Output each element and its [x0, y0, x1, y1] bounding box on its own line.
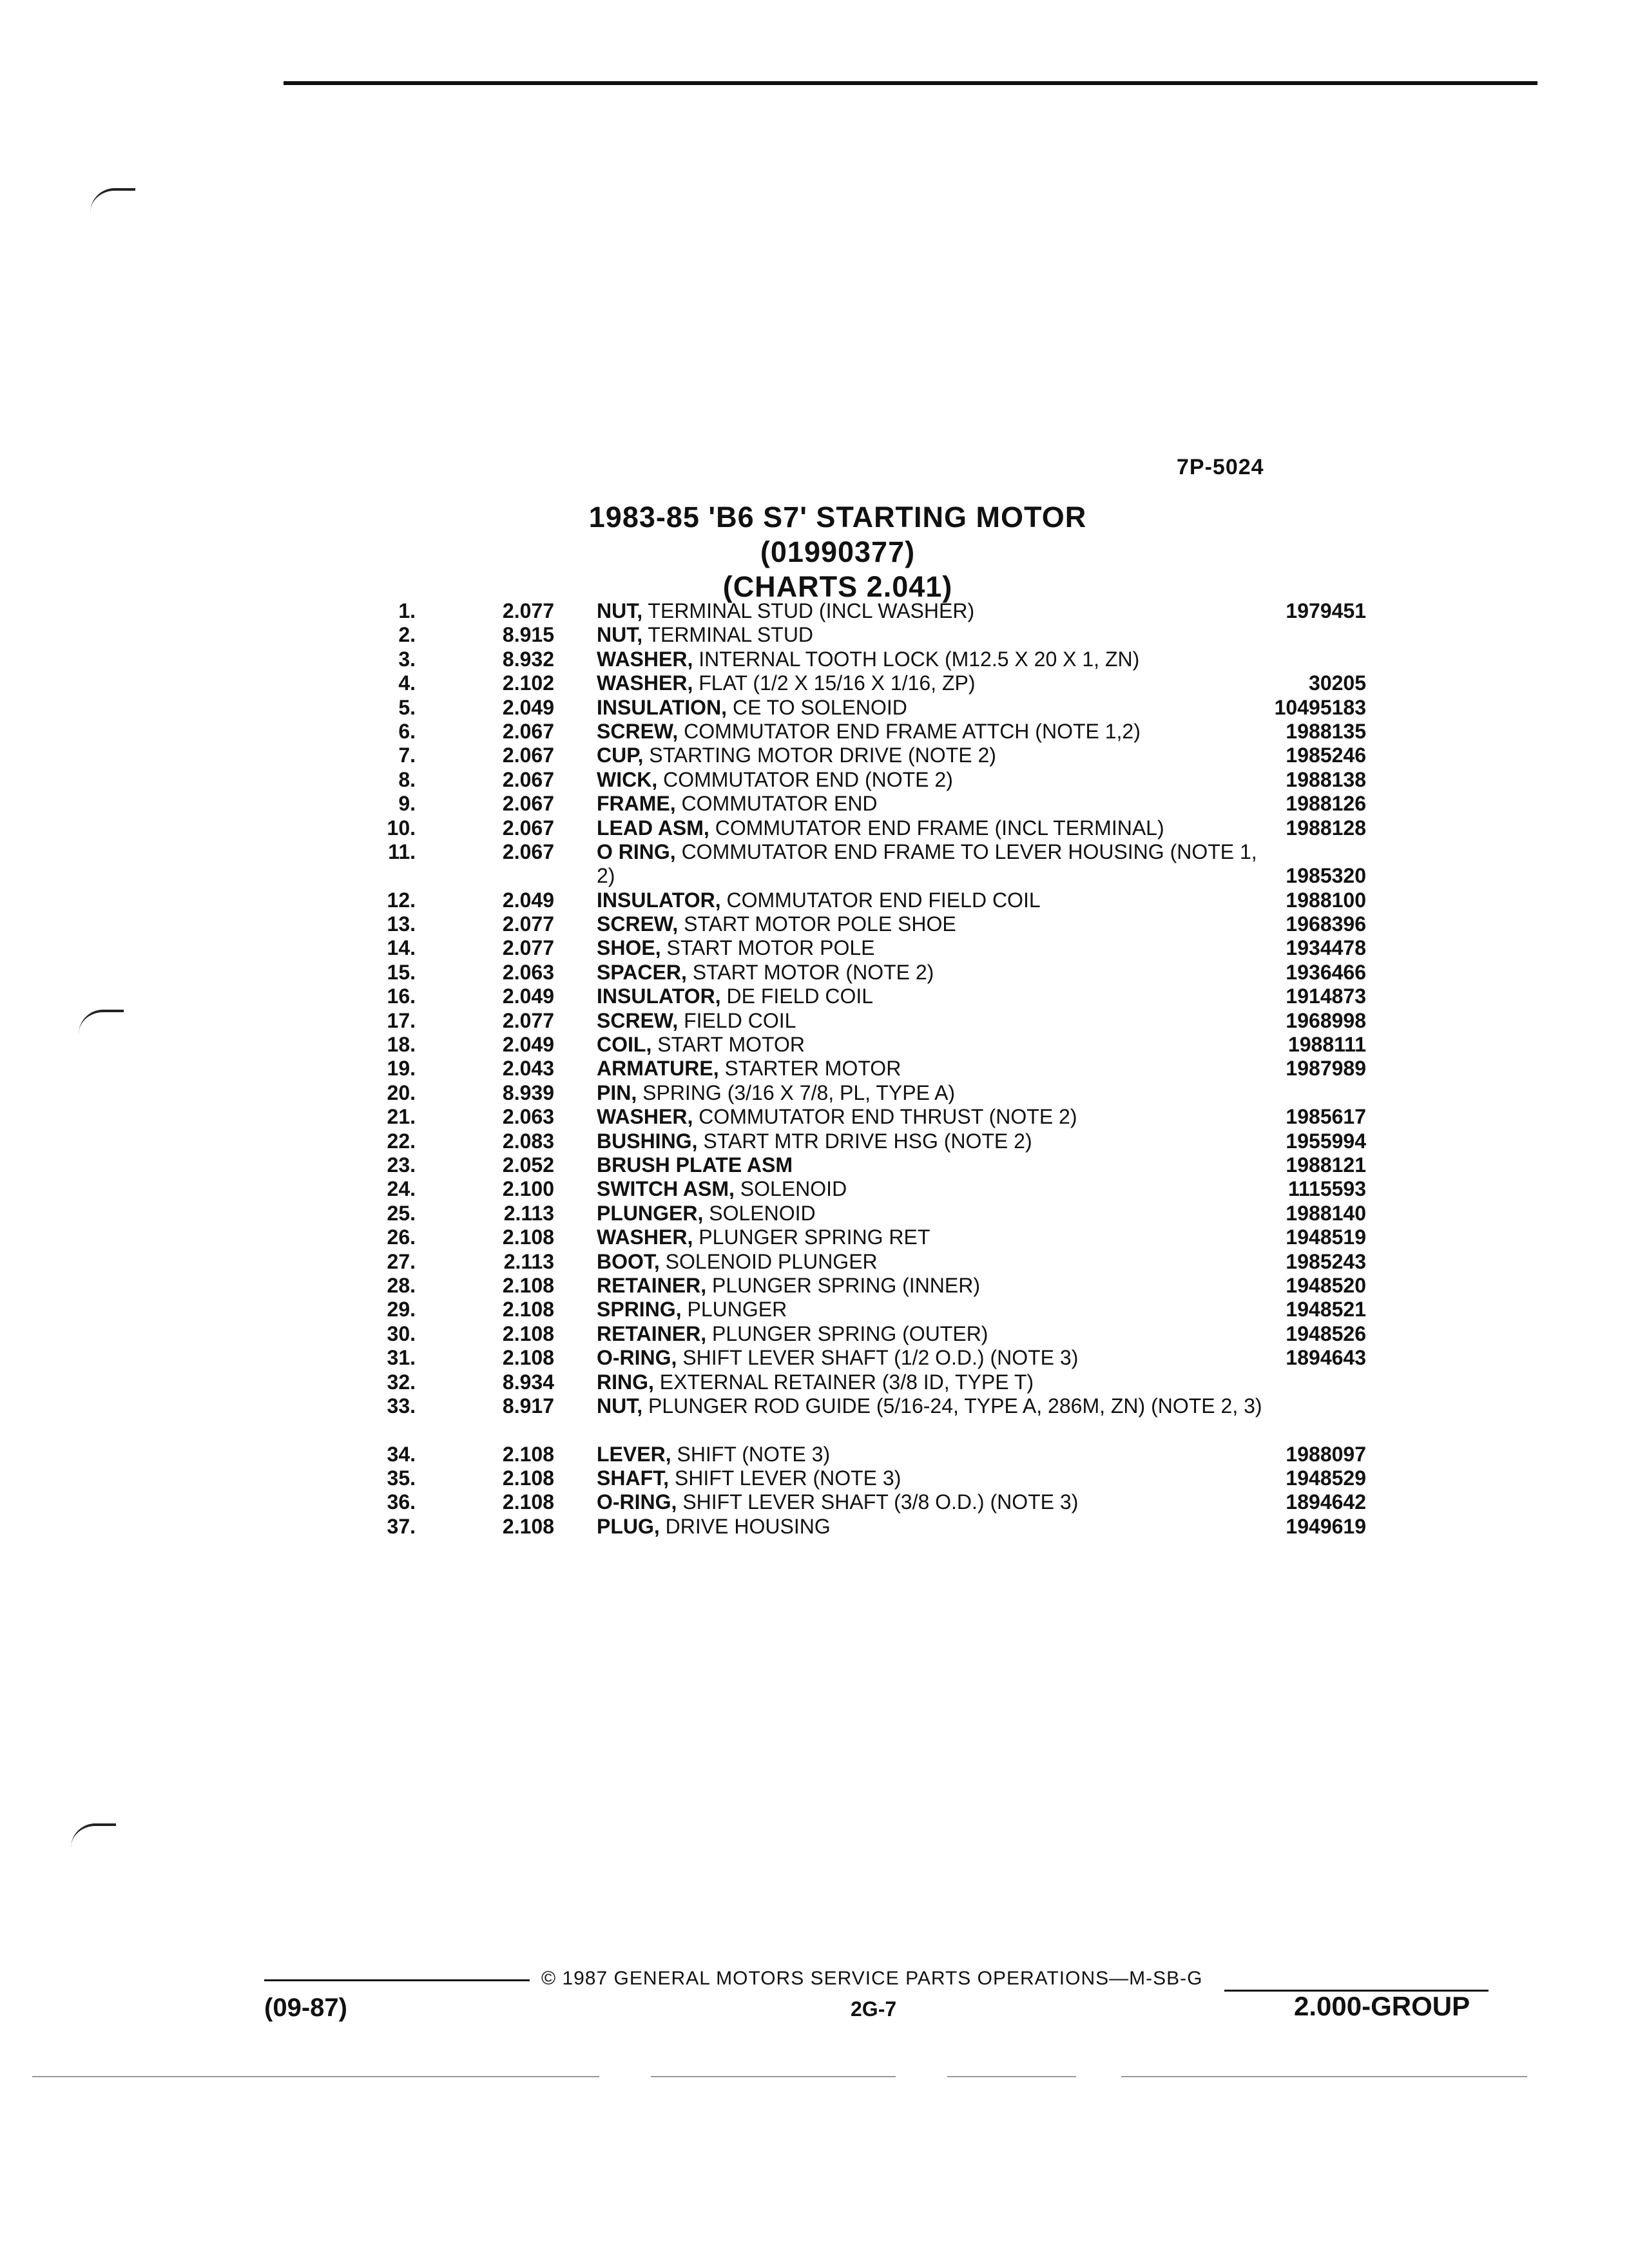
part-name: SWITCH ASM, [597, 1177, 735, 1201]
part-detail: PLUNGER [687, 1298, 787, 1321]
part-description [597, 1033, 1264, 1057]
parts-row [361, 1394, 1392, 1443]
part-number: 1985246 [1286, 744, 1366, 767]
part-name: SCREW, [597, 1008, 679, 1032]
parts-row [361, 1129, 1392, 1153]
item-number: 17. [387, 1008, 416, 1032]
part-detail: COMMUTATOR END FIELD COIL [726, 888, 1041, 912]
item-number: 35. [387, 1466, 416, 1490]
chart-number: 2.067 [502, 840, 554, 863]
item-number: 4. [398, 671, 416, 695]
bottom-rule [651, 2076, 896, 2077]
part-detail: SOLENOID [709, 1201, 816, 1225]
part-name: SPACER, [597, 960, 687, 984]
title-block [548, 500, 1128, 604]
parts-row [361, 1057, 1392, 1081]
part-name: SPRING, [597, 1298, 682, 1321]
item-number: 2. [398, 623, 416, 647]
item-number: 27. [387, 1249, 416, 1273]
item-number: 7. [398, 744, 416, 767]
parts-row [361, 1346, 1392, 1370]
chart-number: 2.049 [502, 985, 554, 1008]
part-description [597, 1225, 1264, 1249]
item-number: 13. [387, 912, 416, 936]
scan-artifact [79, 1010, 124, 1034]
part-name: SCREW, [597, 719, 679, 743]
part-number: 30205 [1309, 671, 1366, 695]
part-detail: SHIFT LEVER (NOTE 3) [674, 1466, 901, 1490]
part-number: 1948529 [1286, 1466, 1366, 1490]
document-code: 7P-5024 [1177, 455, 1264, 479]
part-number: 1988128 [1286, 816, 1366, 840]
part-detail: COMMUTATOR END (NOTE 2) [663, 767, 953, 791]
part-description [597, 1274, 1264, 1298]
chart-number: 2.113 [503, 1249, 554, 1273]
item-number: 18. [387, 1033, 416, 1057]
parts-list [361, 599, 1392, 1539]
parts-row [361, 840, 1392, 889]
chart-number: 2.108 [502, 1466, 554, 1490]
part-detail: CE TO SOLENOID [732, 695, 907, 719]
part-name: CUP, [597, 744, 644, 767]
part-description [597, 792, 1264, 816]
item-number: 12. [387, 888, 416, 912]
part-description [597, 840, 1264, 888]
part-number: 1988140 [1286, 1201, 1366, 1225]
part-description [597, 1129, 1264, 1153]
parts-row [361, 1443, 1392, 1466]
part-name: NUT, [597, 623, 643, 647]
part-number: 1979451 [1286, 599, 1366, 622]
parts-row [361, 1177, 1392, 1201]
chart-number: 2.108 [502, 1298, 554, 1321]
part-name: SHAFT, [597, 1466, 669, 1490]
part-detail: STARTER MOTOR [724, 1057, 901, 1081]
chart-number: 2.077 [502, 1008, 554, 1032]
part-description [597, 1370, 1264, 1394]
parts-row [361, 985, 1392, 1008]
part-name: WASHER, [597, 1225, 693, 1249]
parts-row [361, 792, 1392, 816]
item-number: 22. [387, 1129, 416, 1153]
part-detail: START MOTOR POLE SHOE [684, 912, 956, 936]
part-description [597, 1202, 1264, 1225]
chart-number: 2.067 [502, 719, 554, 743]
part-number: 1988135 [1286, 719, 1366, 743]
part-description [597, 1153, 1264, 1177]
part-name: RETAINER, [597, 1321, 707, 1345]
chart-number: 2.067 [502, 792, 554, 816]
parts-row [361, 912, 1392, 936]
item-number: 19. [387, 1057, 416, 1081]
part-number: 1936466 [1286, 960, 1366, 984]
part-description [597, 648, 1264, 671]
item-number: 32. [387, 1370, 416, 1394]
part-description [597, 1009, 1264, 1033]
item-number: 1. [398, 599, 416, 622]
chart-number: 2.108 [502, 1490, 554, 1514]
part-name: O-RING, [597, 1346, 677, 1370]
part-name: INSULATION, [597, 695, 728, 719]
part-name: FRAME, [597, 792, 676, 816]
part-number: 1894642 [1286, 1490, 1366, 1514]
part-detail: DE FIELD COIL [726, 985, 874, 1008]
item-number: 30. [387, 1321, 416, 1345]
chart-number: 2.052 [502, 1153, 554, 1177]
scan-artifact [90, 188, 135, 213]
part-description [597, 961, 1264, 985]
part-detail: SHIFT LEVER SHAFT (1/2 O.D.) (NOTE 3) [682, 1346, 1079, 1370]
part-number: 1894643 [1286, 1346, 1366, 1370]
item-number: 15. [387, 960, 416, 984]
part-description [597, 1250, 1264, 1274]
part-number: 1988097 [1286, 1442, 1366, 1466]
part-number: 1988111 [1287, 1033, 1366, 1057]
part-description [597, 912, 1264, 936]
item-number: 28. [387, 1273, 416, 1297]
item-number: 25. [387, 1201, 416, 1225]
item-number: 31. [387, 1346, 416, 1370]
chart-number: 2.049 [502, 888, 554, 912]
part-detail: STARTING MOTOR DRIVE (NOTE 2) [649, 744, 996, 767]
part-description [597, 1466, 1264, 1490]
chart-number: 2.049 [502, 1033, 554, 1057]
part-detail: COMMUTATOR END THRUST (NOTE 2) [699, 1105, 1077, 1129]
chart-number: 2.108 [502, 1346, 554, 1370]
parts-row [361, 671, 1392, 695]
part-detail: SHIFT LEVER SHAFT (3/8 O.D.) (NOTE 3) [682, 1490, 1079, 1514]
charts-reference: (CHARTS 2.041) [722, 570, 953, 603]
item-number: 34. [387, 1442, 416, 1466]
item-number: 11. [388, 840, 416, 863]
part-name: SCREW, [597, 912, 679, 936]
chart-number: 2.063 [502, 1105, 554, 1129]
footer-group: 2.000-GROUP [1294, 1991, 1470, 2021]
parts-row [361, 1250, 1392, 1274]
chart-number: 2.108 [502, 1273, 554, 1297]
part-name: INSULATOR, [597, 985, 721, 1008]
parts-row [361, 961, 1392, 985]
part-name: WASHER, [597, 647, 693, 671]
parts-row [361, 623, 1392, 647]
part-name: NUT, [597, 1394, 643, 1418]
parts-row [361, 1515, 1392, 1539]
parts-row [361, 1033, 1392, 1057]
footer-copyright: © 1987 GENERAL MOTORS SERVICE PARTS OPERATIONS—M-SB-G [541, 1968, 1203, 1989]
chart-number: 2.113 [503, 1201, 554, 1225]
part-description [597, 671, 1264, 695]
part-name: BUSHING, [597, 1129, 698, 1153]
part-detail: PLUNGER ROD GUIDE (5/16-24, TYPE A, 286M, ZN) (NOTE 2, 3) [648, 1394, 1262, 1418]
item-number: 5. [398, 695, 416, 719]
part-number: 1988121 [1286, 1153, 1366, 1177]
parts-row [361, 1490, 1392, 1514]
chart-number: 2.067 [502, 816, 554, 840]
part-name: RING, [597, 1370, 654, 1394]
chart-number: 8.915 [502, 623, 554, 647]
item-number: 29. [387, 1298, 416, 1321]
parts-row [361, 1009, 1392, 1033]
part-detail: TERMINAL STUD (INCL WASHER) [648, 599, 975, 622]
part-detail: SOLENOID [740, 1177, 847, 1201]
bottom-rule [32, 2076, 599, 2077]
chart-number: 2.049 [502, 695, 554, 719]
part-description [597, 1394, 1264, 1418]
part-description [597, 889, 1264, 912]
part-description [597, 744, 1264, 767]
part-number: 1955994 [1286, 1129, 1366, 1153]
part-detail: DRIVE HOUSING [665, 1514, 831, 1538]
part-name: O RING, [597, 840, 676, 863]
parts-row [361, 816, 1392, 840]
chart-number: 2.108 [502, 1321, 554, 1345]
item-number: 20. [387, 1081, 416, 1104]
part-detail: COMMUTATOR END FRAME ATTCH (NOTE 1,2) [684, 719, 1141, 743]
item-number: 21. [387, 1105, 416, 1129]
parts-row [361, 1081, 1392, 1105]
part-name: O-RING, [597, 1490, 677, 1514]
item-number: 24. [387, 1177, 416, 1201]
parts-row [361, 1322, 1392, 1346]
parts-row [361, 720, 1392, 744]
part-description [597, 1346, 1264, 1370]
part-detail: START MOTOR (NOTE 2) [692, 960, 934, 984]
chart-number: 2.067 [502, 744, 554, 767]
part-name: ARMATURE, [597, 1057, 719, 1081]
item-number: 3. [398, 647, 416, 671]
part-detail: START MTR DRIVE HSG (NOTE 2) [703, 1129, 1032, 1153]
part-name: WASHER, [597, 671, 693, 695]
bottom-rule [1121, 2076, 1527, 2077]
chart-number: 2.077 [502, 936, 554, 960]
parts-row [361, 648, 1392, 671]
part-description [597, 599, 1264, 623]
part-description [597, 1177, 1264, 1201]
part-detail: TERMINAL STUD [648, 623, 814, 647]
item-number: 8. [398, 767, 416, 791]
item-number: 9. [398, 792, 416, 816]
chart-number: 2.108 [502, 1225, 554, 1249]
part-description [597, 1057, 1264, 1081]
part-name: RETAINER, [597, 1273, 707, 1297]
scan-artifact [71, 1823, 116, 1848]
parts-row [361, 1274, 1392, 1298]
part-detail: SPRING (3/16 X 7/8, PL, TYPE A) [642, 1081, 956, 1104]
part-detail: SHIFT (NOTE 3) [677, 1442, 831, 1466]
part-number: 1985320 [1286, 863, 1366, 887]
parts-row [361, 1153, 1392, 1177]
part-name: LEAD ASM, [597, 816, 709, 840]
parts-row [361, 1370, 1392, 1394]
part-description [597, 936, 1264, 960]
part-name: PLUG, [597, 1514, 660, 1538]
part-number: 1985243 [1286, 1249, 1366, 1273]
part-detail: PLUNGER SPRING RET [699, 1225, 930, 1249]
part-name: PLUNGER, [597, 1201, 704, 1225]
part-detail: COMMUTATOR END FRAME TO LEVER HOUSING (NOTE 1, 2) [597, 840, 1257, 887]
parts-row [361, 1466, 1392, 1490]
part-name: LEVER, [597, 1442, 671, 1466]
part-description [597, 623, 1264, 647]
chart-number: 8.934 [502, 1370, 554, 1394]
page-title: 1983-85 'B6 S7' STARTING MOTOR [588, 501, 1087, 533]
part-number: 1988138 [1286, 767, 1366, 791]
part-detail: INTERNAL TOOTH LOCK (M12.5 X 20 X 1, ZN) [699, 647, 1140, 671]
item-number: 6. [398, 719, 416, 743]
part-description [597, 1298, 1264, 1321]
part-description [597, 768, 1264, 792]
chart-number: 2.063 [502, 960, 554, 984]
part-detail: SOLENOID PLUNGER [665, 1249, 878, 1273]
chart-number: 2.102 [502, 671, 554, 695]
part-description [597, 696, 1264, 720]
part-detail: PLUNGER SPRING (OUTER) [711, 1321, 988, 1345]
footer-page-number: 2G-7 [851, 1997, 897, 2021]
part-number: 1948519 [1286, 1225, 1366, 1249]
top-rule [284, 81, 1537, 85]
bottom-rule [947, 2076, 1076, 2077]
chart-number: 8.939 [502, 1081, 554, 1104]
chart-number: 8.932 [502, 647, 554, 671]
part-description [597, 1515, 1264, 1539]
part-number: 1987989 [1286, 1057, 1366, 1081]
parts-row [361, 744, 1392, 767]
part-description [597, 816, 1264, 840]
parts-row [361, 936, 1392, 960]
parts-row [361, 768, 1392, 792]
footer-date-code: (09-87) [264, 1994, 347, 2022]
part-description [597, 720, 1264, 744]
chart-number: 8.917 [502, 1394, 554, 1418]
item-number: 26. [387, 1225, 416, 1249]
part-detail: FIELD COIL [684, 1008, 796, 1032]
chart-number: 2.067 [502, 767, 554, 791]
part-number: 1948520 [1286, 1273, 1366, 1297]
chart-number: 2.108 [502, 1442, 554, 1466]
part-number: 1985617 [1286, 1105, 1366, 1129]
parts-row [361, 889, 1392, 912]
parts-row [361, 1105, 1392, 1129]
part-name: WASHER, [597, 1105, 693, 1129]
chart-number: 2.083 [502, 1129, 554, 1153]
footer-rule-left [264, 1979, 530, 1981]
part-detail: PLUNGER SPRING (INNER) [711, 1273, 981, 1297]
part-name: INSULATOR, [597, 888, 721, 912]
part-number: 10495183 [1274, 695, 1366, 719]
part-number: 1115593 [1287, 1177, 1366, 1201]
part-name: WICK, [597, 767, 658, 791]
assembly-number: (01990377) [760, 535, 916, 568]
part-number: 1934478 [1286, 936, 1366, 960]
part-detail: COMMUTATOR END [681, 792, 878, 816]
part-number: 1988100 [1286, 888, 1366, 912]
part-name: SHOE, [597, 936, 661, 960]
chart-number: 2.077 [502, 912, 554, 936]
item-number: 10. [387, 816, 416, 840]
item-number: 37. [387, 1514, 416, 1538]
part-number: 1968396 [1286, 912, 1366, 936]
item-number: 16. [387, 985, 416, 1008]
part-name: BOOT, [597, 1249, 660, 1273]
part-description [597, 1490, 1264, 1514]
part-number: 1948526 [1286, 1321, 1366, 1345]
part-name: BRUSH PLATE ASM [597, 1153, 793, 1177]
item-number: 14. [387, 936, 416, 960]
parts-row [361, 1202, 1392, 1225]
part-name: NUT, [597, 599, 643, 622]
part-number: 1968998 [1286, 1008, 1366, 1032]
part-detail: EXTERNAL RETAINER (3/8 ID, TYPE T) [659, 1370, 1034, 1394]
item-number: 23. [387, 1153, 416, 1177]
part-number: 1914873 [1286, 985, 1366, 1008]
chart-number: 2.100 [502, 1177, 554, 1201]
parts-row [361, 599, 1392, 623]
parts-row [361, 1225, 1392, 1249]
parts-row [361, 1298, 1392, 1321]
part-description [597, 985, 1264, 1008]
part-detail: FLAT (1/2 X 15/16 X 1/16, ZP) [699, 671, 976, 695]
part-detail: COMMUTATOR END FRAME (INCL TERMINAL) [715, 816, 1164, 840]
part-number: 1949619 [1286, 1514, 1366, 1538]
part-description [597, 1322, 1264, 1346]
part-description [597, 1105, 1264, 1129]
item-number: 33. [387, 1394, 416, 1418]
part-description [597, 1443, 1264, 1466]
chart-number: 2.108 [502, 1514, 554, 1538]
part-number: 1988126 [1286, 792, 1366, 816]
part-detail: START MOTOR [657, 1033, 805, 1057]
part-name: COIL, [597, 1033, 652, 1057]
chart-number: 2.043 [502, 1057, 554, 1081]
parts-row [361, 696, 1392, 720]
part-description [597, 1081, 1264, 1105]
chart-number: 2.077 [502, 599, 554, 622]
part-number: 1948521 [1286, 1298, 1366, 1321]
item-number: 36. [387, 1490, 416, 1514]
part-name: PIN, [597, 1081, 637, 1104]
part-detail: START MOTOR POLE [666, 936, 875, 960]
